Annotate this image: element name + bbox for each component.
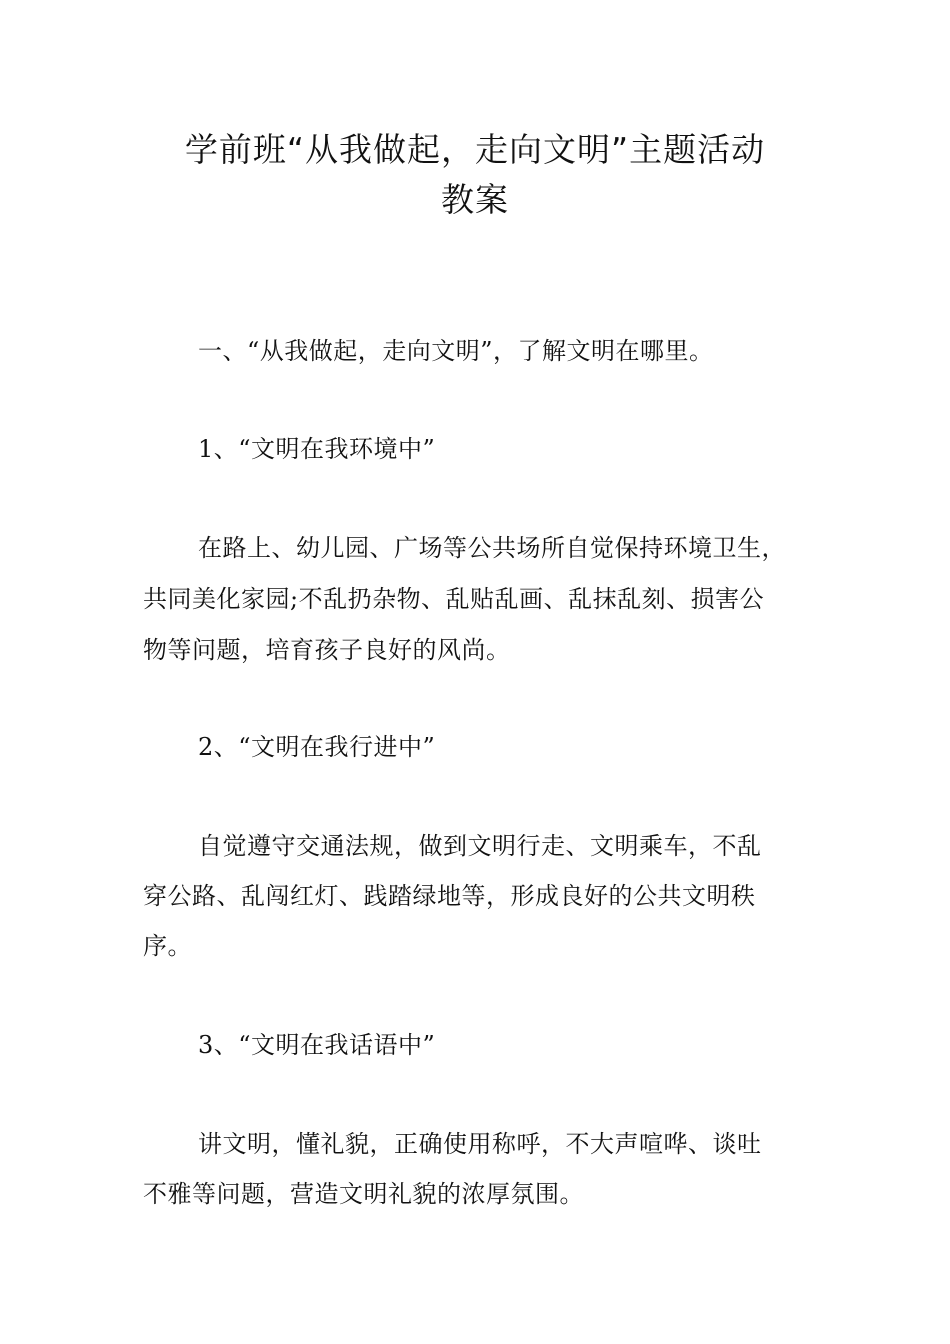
item-2-paragraph-line-1: 自觉遵守交通法规，做到文明行走、文明乘车，不乱	[198, 832, 762, 860]
item-3-paragraph-line-1: 讲文明，懂礼貌，正确使用称呼，不大声喧哗、谈吐	[198, 1130, 762, 1158]
item-3-paragraph-line-2: 不雅等问题，营造文明礼貌的浓厚氛围。	[143, 1180, 584, 1208]
item-2-heading: 2、“文明在我行进中”	[198, 733, 436, 761]
item-1-heading: 1、“文明在我环境中”	[198, 435, 436, 463]
item-1-paragraph-line-2: 共同美化家园;不乱扔杂物、乱贴乱画、乱抹乱刻、损害公	[143, 585, 765, 613]
section-heading: 一、“从我做起，走向文明”，了解文明在哪里。	[198, 337, 714, 365]
item-3-heading: 3、“文明在我话语中”	[198, 1031, 436, 1059]
item-2-paragraph-line-3: 序。	[143, 932, 192, 960]
document-title-line-2: 教案	[441, 180, 509, 219]
item-1-paragraph-line-3: 物等问题，培育孩子良好的风尚。	[143, 636, 511, 664]
item-1-paragraph-line-1: 在路上、幼儿园、广场等公共场所自觉保持环境卫生，	[198, 534, 786, 562]
item-2-paragraph-line-2: 穿公路、乱闯红灯、践踏绿地等，形成良好的公共文明秩	[143, 882, 756, 910]
document-title-line-1: 学前班“从我做起，走向文明”主题活动	[184, 130, 766, 169]
